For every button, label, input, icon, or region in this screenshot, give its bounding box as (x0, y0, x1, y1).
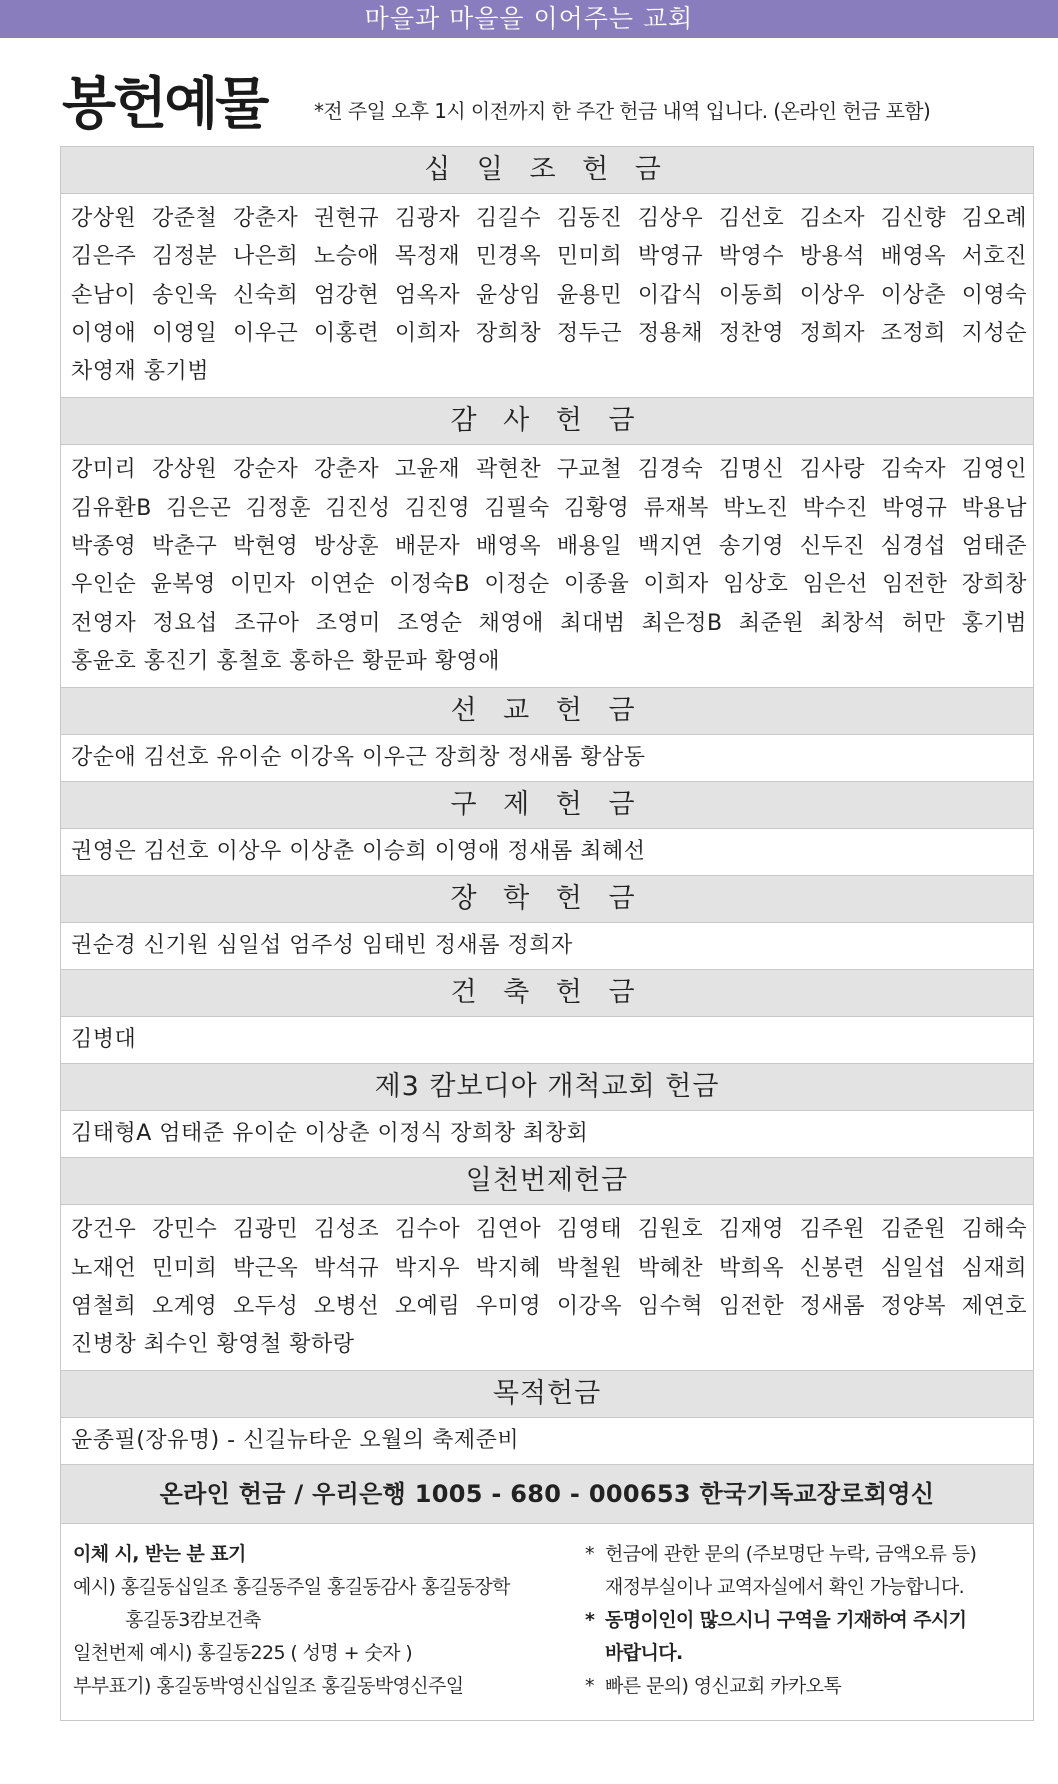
section-body-thousand-offering (61, 1205, 1033, 1371)
section-header-thanksgiving: 감 사 헌 금 (61, 398, 1033, 445)
inquiry-text: 동명이인이 많으시니 구역을 기재하여 주시기 (605, 1609, 967, 1632)
name-line: 박종영 박춘구 박현영 방상훈 배문자 배영옥 배용일 백지연 송기영 신두진 심경섭 엄태준 (71, 534, 1027, 560)
inquiry-note-2 (585, 1604, 1025, 1670)
page-title: 봉헌예물 (62, 72, 267, 137)
section-body-building (61, 1017, 1033, 1064)
couple-example: 부부표기) 홍길동박영신십일조 홍길동박영신주일 (73, 1675, 464, 1698)
name-line: 강순애 김선호 유이순 이강옥 이우근 장희창 정새롬 황삼동 (71, 745, 646, 771)
name-line: 강미리 강상원 강순자 강춘자 고윤재 곽현찬 구교철 김경숙 김명신 김사랑 김숙자 김영인 (71, 457, 1027, 483)
footer-notes (61, 1524, 1033, 1720)
inquiry-text: 재정부실이나 교역자실에서 확인 가능합니다. (605, 1576, 965, 1599)
name-line: 윤종필(장유명) - 신길뉴타운 오월의 축제준비 (71, 1428, 520, 1454)
section-header-purpose: 목적헌금 (61, 1371, 1033, 1418)
transfer-guide (73, 1538, 573, 1703)
section-header-relief: 구 제 헌 금 (61, 782, 1033, 829)
name-line: 강건우 강민수 김광민 김성조 김수아 김연아 김영태 김원호 김재영 김주원 김준원 김해숙 (71, 1217, 1027, 1243)
transfer-example: 예시) 홍길동십일조 홍길동주일 홍길동감사 홍길동장학 (73, 1576, 510, 1599)
section-body-relief (61, 829, 1033, 876)
name-line: 전영자 정요섭 조규아 조영미 조영순 채영애 최대범 최은정B 최준원 최창석 허만 홍기범 (71, 610, 1027, 636)
name-line: 권순경 신기원 심일섭 엄주성 임태빈 정새롬 정희자 (71, 933, 573, 959)
inquiry-text: 헌금에 관한 문의 (주보명단 누락, 금액오류 등) (605, 1543, 977, 1566)
transfer-guide-title: 이체 시, 받는 분 표기 (73, 1543, 246, 1566)
section-header-mission: 선 교 헌 금 (61, 688, 1033, 735)
section-body-cambodia (61, 1111, 1033, 1158)
name-line: 김병대 (71, 1027, 137, 1053)
inquiry-notes (585, 1538, 1025, 1703)
name-line: 홍윤호 홍진기 홍철호 홍하은 황문파 황영애 (71, 648, 501, 674)
offering-board (60, 146, 1034, 1721)
inquiry-note-3 (585, 1670, 1025, 1703)
name-line: 김은주 김정분 나은희 노승애 목정재 민경옥 민미희 박영규 박영수 방용석 배영옥 서호진 (71, 244, 1027, 270)
online-offering-account: 온라인 헌금 / 우리은행 1005 - 680 - 000653 한국기독교장로회영신 (61, 1465, 1033, 1524)
inquiry-text: 바랍니다. (605, 1642, 683, 1665)
top-banner: 마을과 마을을 이어주는 교회 (0, 0, 1058, 38)
name-line: 김태형A 엄태준 유이순 이상춘 이정식 장희창 최창회 (71, 1121, 589, 1147)
section-header-tithe: 십 일 조 헌 금 (61, 147, 1033, 194)
section-header-cambodia: 제3 캄보디아 개척교회 헌금 (61, 1064, 1033, 1111)
section-body-mission (61, 735, 1033, 782)
name-line: 염철희 오계영 오두성 오병선 오예림 우미영 이강옥 임수혁 임전한 정새롬 정양복 제연호 (71, 1293, 1027, 1319)
name-line: 강상원 강준철 강춘자 권현규 김광자 김길수 김동진 김상우 김선호 김소자 김신향 김오례 (71, 206, 1027, 231)
title-row (0, 38, 1058, 146)
section-body-tithe (61, 194, 1033, 398)
inquiry-note-1 (585, 1538, 1025, 1604)
name-line: 우인순 윤복영 이민자 이연순 이정숙B 이정순 이종율 이희자 임상호 임은선 임전한 장희창 (71, 572, 1027, 598)
name-line: 김유환B 김은곤 김정훈 김진성 김진영 김필숙 김황영 류재복 박노진 박수진 박영규 박용남 (71, 495, 1027, 521)
section-header-scholarship: 장 학 헌 금 (61, 876, 1033, 923)
thousand-offering-example: 일천번제 예시) 홍길동225 ( 성명 + 숫자 ) (73, 1642, 413, 1665)
asterisk: * (585, 1675, 594, 1698)
name-line: 차영재 홍기범 (71, 359, 210, 385)
asterisk: * (585, 1543, 594, 1566)
section-body-scholarship (61, 923, 1033, 970)
name-line: 권영은 김선호 이상우 이상춘 이승희 이영애 정새롬 최혜선 (71, 839, 646, 865)
section-body-purpose (61, 1418, 1033, 1465)
name-line: 진병창 최수인 황영철 황하랑 (71, 1332, 355, 1358)
inquiry-text: 빠른 문의) 영신교회 카카오톡 (605, 1675, 842, 1698)
section-header-building: 건 축 헌 금 (61, 970, 1033, 1017)
offering-note: *전 주일 오후 1시 이전까지 한 주간 헌금 내역 입니다. (온라인 헌금 포함) (314, 99, 931, 123)
asterisk: * (585, 1609, 595, 1632)
name-line: 노재언 민미희 박근옥 박석규 박지우 박지혜 박철원 박혜찬 박희옥 신봉련 심일섭 심재희 (71, 1255, 1027, 1281)
name-line: 이영애 이영일 이우근 이홍련 이희자 장희창 정두근 정용채 정찬영 정희자 조정희 지성순 (71, 320, 1027, 346)
section-body-thanksgiving (61, 445, 1033, 688)
transfer-example-cont: 홍길동3캄보건축 (125, 1609, 261, 1632)
section-header-thousand-offering: 일천번제헌금 (61, 1158, 1033, 1205)
name-line: 손남이 송인욱 신숙희 엄강현 엄옥자 윤상임 윤용민 이갑식 이동희 이상우 이상춘 이영숙 (71, 282, 1027, 308)
